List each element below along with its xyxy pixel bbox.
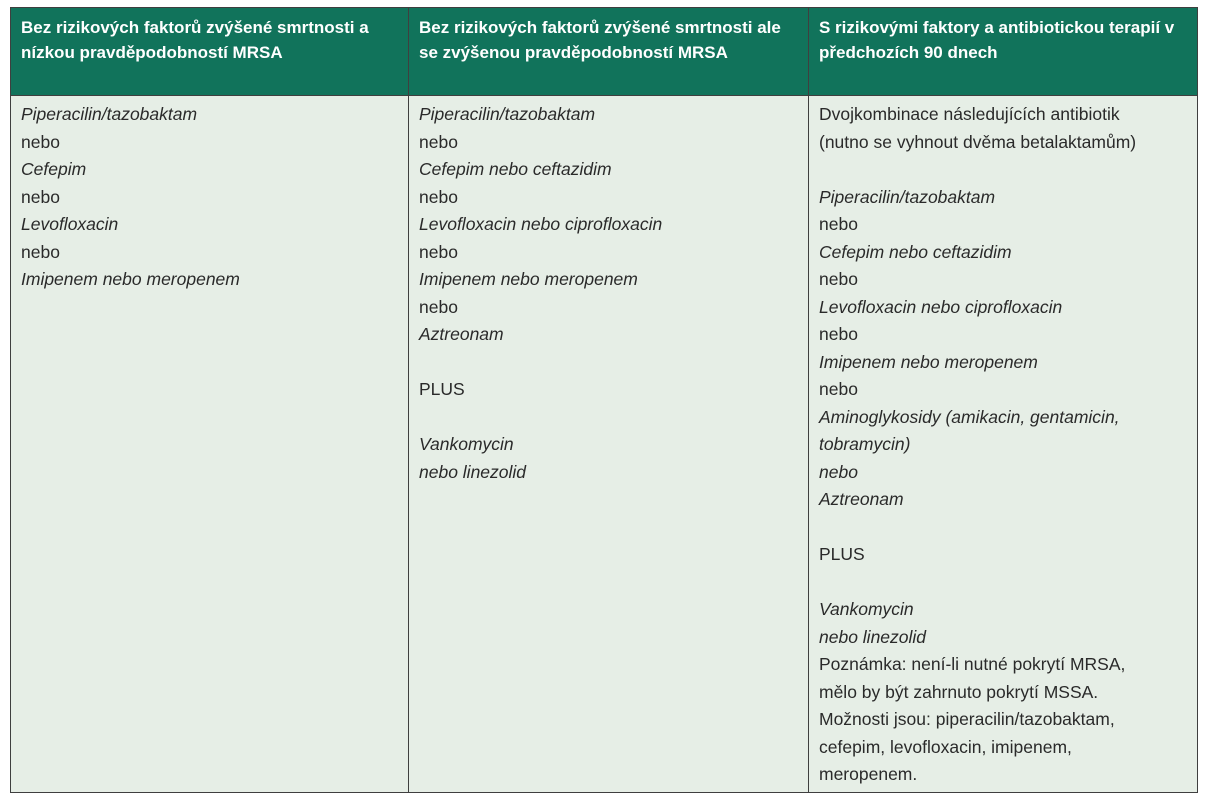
cell-line: Aztreonam [419, 324, 504, 344]
table-body-row [11, 96, 1197, 792]
cell-line: nebo [819, 324, 858, 344]
cell-line: Levofloxacin nebo ciprofloxacin [819, 296, 1063, 317]
header-cell-low-risk: Bez rizikových faktorů zvýšené smrtnosti a nízkou pravděpodobností MRSA [11, 8, 409, 95]
cell-line: PLUS [419, 379, 465, 399]
cell-line: nebo [21, 186, 60, 207]
cell-line: mělo by být zahrnuto pokrytí MSSA. [819, 681, 1099, 702]
cell-line: Poznámka: není-li nutné pokrytí MRSA, [819, 654, 1126, 674]
cell-line: cefepim, levofloxacin, imipenem, [819, 736, 1072, 757]
table-header-row [11, 8, 1197, 96]
cell-line: Vankomycin [419, 434, 514, 454]
cell-line: Piperacilin/tazobaktam [819, 186, 996, 207]
header-cell-mrsa-risk: Bez rizikových faktorů zvýšené smrtnosti ale se zvýšenou pravděpodobností MRSA [409, 8, 809, 95]
cell-line: (nutno se vyhnout dvěma betalaktamům) [819, 131, 1137, 152]
cell-line: PLUS [819, 544, 865, 564]
cell-line: nebo [419, 296, 458, 317]
cell-line: meropenem. [819, 764, 918, 784]
cell-line: nebo [419, 241, 458, 262]
cell-line: nebo [819, 461, 858, 482]
body-cell-high-risk [809, 96, 1197, 792]
cell-line [419, 349, 798, 377]
cell-line: Aztreonam [819, 489, 904, 509]
cell-line: Imipenem nebo meropenem [21, 269, 240, 289]
cell-line: Vankomycin [819, 599, 914, 619]
cell-line: Piperacilin/tazobaktam [419, 104, 596, 124]
cell-line: nebo [819, 379, 858, 399]
cell-line [819, 156, 1187, 184]
cell-line: nebo [419, 186, 458, 207]
antibiotic-therapy-table [10, 7, 1198, 793]
cell-line: nebo linezolid [419, 461, 527, 482]
cell-line: nebo [819, 269, 858, 289]
cell-line [419, 404, 798, 432]
cell-line: Imipenem nebo meropenem [419, 269, 638, 289]
cell-line: Cefepim nebo ceftazidim [819, 241, 1012, 262]
cell-line: Cefepim nebo ceftazidim [419, 159, 612, 179]
cell-line: tobramycin) [819, 434, 911, 454]
cell-line: Možnosti jsou: piperacilin/tazobaktam, [819, 709, 1115, 729]
cell-line: Piperacilin/tazobaktam [21, 104, 198, 124]
cell-line: nebo [819, 214, 858, 234]
cell-line: Aminoglykosidy (amikacin, gentamicin, [819, 406, 1120, 427]
cell-line: Cefepim [21, 159, 87, 179]
cell-line: Levofloxacin nebo ciprofloxacin [419, 214, 663, 234]
cell-line: nebo linezolid [819, 626, 927, 647]
cell-line [819, 569, 1187, 597]
cell-line: Levofloxacin [21, 214, 119, 234]
header-cell-high-risk: S rizikovými faktory a antibiotickou terapií v předchozích 90 dnech [819, 18, 1175, 62]
cell-line: nebo [21, 131, 60, 152]
body-cell-mrsa-risk [409, 96, 809, 792]
cell-line [819, 514, 1187, 542]
cell-line: nebo [419, 131, 458, 152]
cell-line: Dvojkombinace následujících antibiotik [819, 104, 1120, 124]
cell-line: nebo [21, 241, 60, 262]
cell-line: Imipenem nebo meropenem [819, 351, 1038, 372]
body-cell-low-risk [11, 96, 409, 792]
